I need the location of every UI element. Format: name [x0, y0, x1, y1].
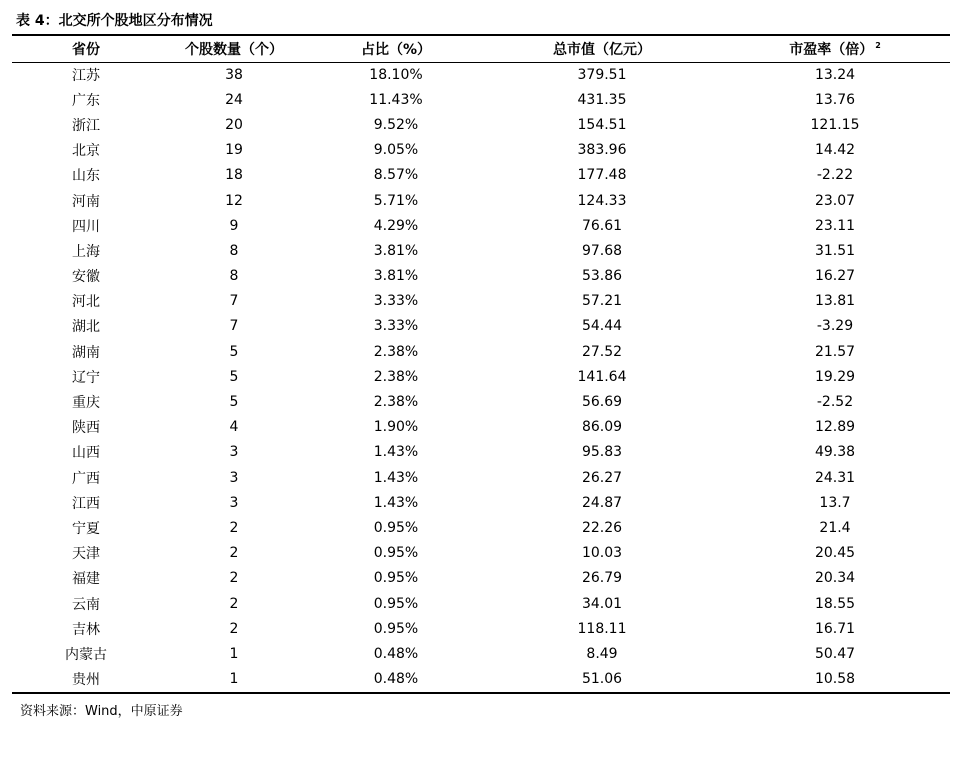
- cell-market-cap: 26.27: [581, 469, 623, 486]
- cell-share: 0.95%: [373, 519, 419, 536]
- cell-market-cap: 27.52: [581, 343, 623, 360]
- table-row: [12, 314, 950, 339]
- cell-market-cap: 86.09: [581, 419, 623, 436]
- cell-market-cap: 95.83: [581, 444, 623, 461]
- cell-market-cap: 26.79: [581, 570, 623, 587]
- table-row: [12, 188, 950, 213]
- cell-pe: -2.22: [816, 167, 854, 184]
- cell-province: 浙江: [72, 117, 100, 134]
- cell-count: 1: [229, 645, 239, 662]
- cell-share: 3.33%: [373, 318, 419, 335]
- table-row: [12, 112, 950, 137]
- cell-market-cap: 57.21: [581, 293, 623, 310]
- cell-pe: 49.38: [814, 444, 856, 461]
- cell-province: 广东: [72, 92, 100, 109]
- cell-share: 2.38%: [373, 368, 419, 385]
- cell-count: 7: [229, 318, 239, 335]
- cell-province: 江苏: [72, 67, 100, 84]
- cell-share: 3.81%: [373, 242, 419, 259]
- cell-market-cap: 76.61: [581, 217, 623, 234]
- cell-count: 2: [229, 519, 239, 536]
- province-distribution-table: [12, 36, 950, 692]
- cell-share: 0.48%: [373, 671, 419, 688]
- header-count: 个股数量（个）: [185, 42, 283, 58]
- cell-count: 5: [229, 368, 239, 385]
- cell-share: 3.33%: [373, 293, 419, 310]
- cell-market-cap: 379.51: [577, 66, 627, 83]
- bottom-rule: [12, 692, 950, 694]
- table-row: [12, 213, 950, 238]
- cell-province: 吉林: [72, 621, 100, 638]
- cell-pe: 20.34: [814, 570, 856, 587]
- cell-province: 福建: [72, 571, 100, 588]
- header-pe: [720, 36, 950, 62]
- cell-share: 8.57%: [373, 167, 419, 184]
- cell-market-cap: 177.48: [577, 167, 627, 184]
- cell-market-cap: 22.26: [581, 519, 623, 536]
- cell-pe: 20.45: [814, 545, 856, 562]
- cell-market-cap: 431.35: [577, 91, 627, 108]
- cell-province: 河南: [72, 193, 100, 210]
- cell-province: 天津: [72, 546, 100, 563]
- cell-market-cap: 141.64: [577, 368, 627, 385]
- source-note: 资料来源：Wind，中原证券: [20, 704, 183, 719]
- cell-count: 8: [229, 268, 239, 285]
- cell-count: 3: [229, 444, 239, 461]
- cell-share: 4.29%: [373, 217, 419, 234]
- cell-share: 11.43%: [369, 91, 423, 108]
- table-title: 表 4：北交所个股地区分布情况: [16, 13, 213, 29]
- cell-pe: 23.11: [814, 217, 856, 234]
- cell-share: 0.95%: [373, 620, 419, 637]
- cell-province: 四川: [72, 218, 100, 235]
- cell-market-cap: 383.96: [577, 142, 627, 159]
- cell-count: 2: [229, 545, 239, 562]
- cell-share: 2.38%: [373, 343, 419, 360]
- cell-province: 湖北: [72, 319, 100, 336]
- cell-province: 河北: [72, 294, 100, 311]
- cell-pe: 121.15: [810, 116, 860, 133]
- cell-pe: 23.07: [814, 192, 856, 209]
- cell-pe: 16.27: [814, 268, 856, 285]
- cell-share: 0.95%: [373, 595, 419, 612]
- cell-share: 2.38%: [373, 394, 419, 411]
- cell-pe: 14.42: [814, 142, 856, 159]
- header-pe-label: 市盈率（倍）: [789, 42, 874, 58]
- table-row: [12, 465, 950, 490]
- cell-province: 湖南: [72, 344, 100, 361]
- cell-province: 辽宁: [72, 369, 100, 386]
- cell-province: 上海: [72, 243, 100, 260]
- cell-pe: 13.76: [814, 91, 856, 108]
- cell-count: 18: [225, 167, 243, 184]
- table-row: [12, 566, 950, 591]
- cell-pe: 21.4: [819, 519, 851, 536]
- cell-pe: 13.24: [814, 66, 856, 83]
- cell-province: 云南: [72, 596, 100, 613]
- header-pe-footnote: 2: [875, 41, 881, 51]
- cell-share: 0.95%: [373, 570, 419, 587]
- cell-pe: -3.29: [816, 318, 854, 335]
- cell-market-cap: 8.49: [586, 645, 618, 662]
- cell-province: 宁夏: [72, 520, 100, 537]
- cell-pe: 19.29: [814, 368, 856, 385]
- cell-market-cap: 10.03: [581, 545, 623, 562]
- cell-province: 江西: [72, 495, 100, 512]
- table-row: [12, 490, 950, 515]
- cell-pe: 13.81: [814, 293, 856, 310]
- header-market-cap: 总市值（亿元）: [553, 42, 651, 58]
- cell-market-cap: 56.69: [581, 394, 623, 411]
- cell-share: 5.71%: [373, 192, 419, 209]
- cell-province: 北京: [72, 143, 100, 160]
- cell-market-cap: 124.33: [577, 192, 627, 209]
- cell-share: 18.10%: [369, 66, 423, 83]
- cell-market-cap: 118.11: [577, 620, 627, 637]
- table-row: [12, 515, 950, 540]
- cell-count: 2: [229, 570, 239, 587]
- table-row: [12, 339, 950, 364]
- cell-province: 山东: [72, 168, 100, 185]
- cell-province: 内蒙古: [65, 646, 107, 663]
- header-province: 省份: [72, 42, 100, 58]
- cell-share: 1.43%: [373, 469, 419, 486]
- cell-pe: 12.89: [814, 419, 856, 436]
- cell-share: 1.90%: [373, 419, 419, 436]
- cell-share: 0.48%: [373, 645, 419, 662]
- cell-pe: 10.58: [814, 671, 856, 688]
- cell-market-cap: 54.44: [581, 318, 623, 335]
- cell-share: 1.43%: [373, 494, 419, 511]
- cell-count: 19: [225, 142, 243, 159]
- cell-count: 5: [229, 343, 239, 360]
- cell-count: 4: [229, 419, 239, 436]
- cell-pe: 21.57: [814, 343, 856, 360]
- cell-market-cap: 34.01: [581, 595, 623, 612]
- header-share: 占比（%）: [360, 42, 432, 58]
- cell-share: 9.52%: [373, 116, 419, 133]
- cell-pe: 13.7: [819, 494, 851, 511]
- header-row: [12, 36, 950, 62]
- cell-pe: 16.71: [814, 620, 856, 637]
- table-row: [12, 364, 950, 389]
- table-row: [12, 415, 950, 440]
- cell-count: 20: [225, 116, 243, 133]
- cell-count: 24: [225, 91, 243, 108]
- table-row: [12, 289, 950, 314]
- table-row: [12, 389, 950, 414]
- cell-count: 9: [229, 217, 239, 234]
- table-row: [12, 62, 950, 87]
- cell-count: 8: [229, 242, 239, 259]
- table-row: [12, 641, 950, 666]
- cell-count: 3: [229, 469, 239, 486]
- cell-count: 7: [229, 293, 239, 310]
- cell-market-cap: 51.06: [581, 671, 623, 688]
- cell-count: 5: [229, 394, 239, 411]
- cell-count: 1: [229, 671, 239, 688]
- cell-count: 2: [229, 595, 239, 612]
- cell-share: 0.95%: [373, 545, 419, 562]
- table-row: [12, 667, 950, 692]
- table-row: [12, 87, 950, 112]
- table-row: [12, 616, 950, 641]
- table-row: [12, 264, 950, 289]
- cell-count: 38: [225, 66, 243, 83]
- cell-count: 12: [225, 192, 243, 209]
- cell-province: 山西: [72, 445, 100, 462]
- cell-market-cap: 24.87: [581, 494, 623, 511]
- cell-market-cap: 154.51: [577, 116, 627, 133]
- cell-pe: 24.31: [814, 469, 856, 486]
- table-row: [12, 163, 950, 188]
- table-row: [12, 238, 950, 263]
- cell-share: 1.43%: [373, 444, 419, 461]
- cell-province: 陕西: [72, 420, 100, 437]
- table-row: [12, 541, 950, 566]
- cell-count: 3: [229, 494, 239, 511]
- cell-pe: 50.47: [814, 645, 856, 662]
- cell-pe: 18.55: [814, 595, 856, 612]
- table-row: [12, 591, 950, 616]
- cell-market-cap: 53.86: [581, 268, 623, 285]
- cell-province: 重庆: [72, 395, 100, 412]
- cell-pe: -2.52: [816, 394, 854, 411]
- table-row: [12, 440, 950, 465]
- cell-count: 2: [229, 620, 239, 637]
- cell-province: 安徽: [72, 269, 100, 286]
- cell-share: 3.81%: [373, 268, 419, 285]
- cell-market-cap: 97.68: [581, 242, 623, 259]
- cell-share: 9.05%: [373, 142, 419, 159]
- cell-province: 广西: [72, 470, 100, 487]
- cell-pe: 31.51: [814, 242, 856, 259]
- cell-province: 贵州: [72, 672, 100, 689]
- table-body: [12, 62, 950, 692]
- table-row: [12, 138, 950, 163]
